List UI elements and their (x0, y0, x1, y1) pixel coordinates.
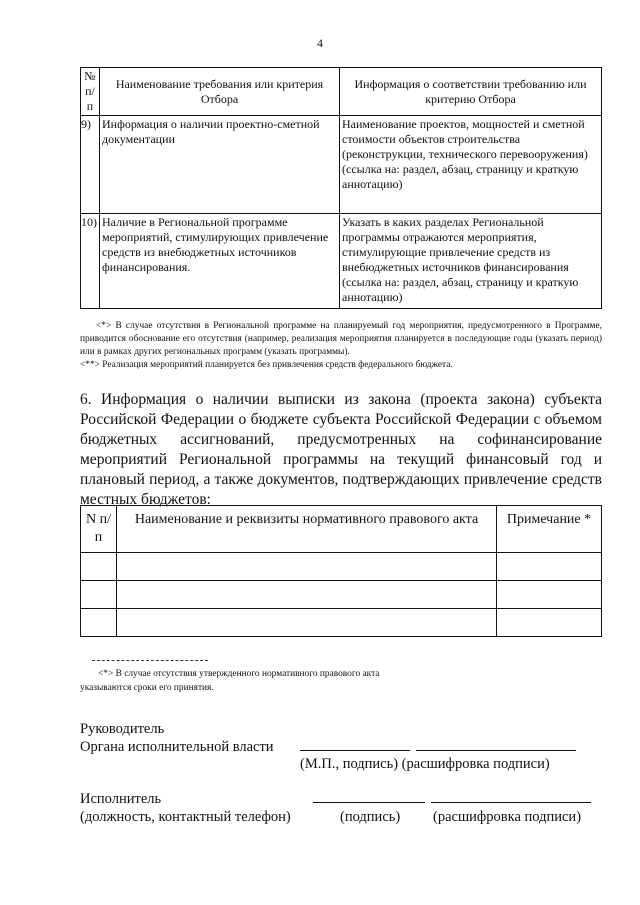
row-num: 10) (81, 214, 100, 309)
empty-cell (117, 609, 497, 637)
executor-signature-line (313, 802, 425, 803)
table-row (81, 553, 602, 581)
header-num: № п/п (81, 68, 100, 116)
criteria-table (80, 67, 602, 309)
table-row (81, 581, 602, 609)
row-information: Указать в каких разделах Региональной программы отражаются мероприятия, стимулирующие привлечение средств из внебюджетных источников финансирования (ссылка на: раздел, абзац, страницу и краткую аннотацию) (340, 214, 602, 309)
section-6-text: 6. Информация о наличии выписки из закона (проекта закона) субъекта Российской Федерации о бюджете субъекта Российской Федерации с объемом бюджетных ассигнований, предусмотренных на софинансирование мероприятий Региональной программы на текущий финансовый год и плановый период, а также документов, подтверждающих привлечение средств местных бюджетов: (80, 391, 602, 508)
table-row (81, 214, 602, 309)
table-row (81, 609, 602, 637)
executor-decode-caption: (расшифровка подписи) (433, 809, 582, 825)
executor-decode-line (431, 802, 591, 803)
table-header-row (81, 68, 602, 116)
header-act: Наименование и реквизиты нормативного правового акта (117, 506, 497, 553)
head-decode-line (416, 750, 576, 751)
head-signature-line (300, 750, 410, 751)
head-signature-caption: (М.П., подпись) (расшифровка подписи) (300, 756, 550, 772)
header-num: N п/п (81, 506, 117, 553)
footnote-line-2: указываются сроки его принятия. (80, 683, 214, 693)
head-title-line2: Органа исполнительной власти (80, 739, 274, 755)
footnote-table2 (80, 667, 480, 695)
empty-cell (497, 553, 602, 581)
row-requirement: Наличие в Региональной программе мероприятий, стимулирующих привлечение средств из внебюджетных источников финансирования. (100, 214, 340, 309)
executor-title: Исполнитель (80, 791, 162, 807)
empty-cell (81, 581, 117, 609)
footnote-divider (92, 660, 208, 661)
empty-cell (81, 609, 117, 637)
row-num: 9) (81, 116, 100, 214)
empty-cell (497, 581, 602, 609)
footnotes-block (80, 320, 602, 372)
executor-position-caption: (должность, контактный телефон) (80, 809, 291, 825)
footnote-line-1: <*> В случае отсутствия утвержденного нормативного правового акта (98, 669, 380, 679)
page-number: 4 (317, 36, 323, 50)
row-requirement: Информация о наличии проектно-сметной документации (100, 116, 340, 214)
executor-signature-caption: (подпись) (340, 809, 401, 825)
header-requirement: Наименование требования или критерия Отбора (100, 68, 340, 116)
empty-cell (117, 581, 497, 609)
footnote-double-star: <**> Реализация мероприятий планируется без привлечения средств федерального бюджета. (80, 360, 453, 370)
empty-cell (117, 553, 497, 581)
head-title-line1: Руководитель (80, 721, 165, 737)
table-header-row (81, 506, 602, 553)
empty-cell (497, 609, 602, 637)
legal-acts-table (80, 505, 602, 637)
table-row (81, 116, 602, 214)
empty-cell (81, 553, 117, 581)
footnote-star: <*> В случае отсутствия в Региональной программе на планируемый год мероприятия, предусмотренного в Программе, приводится обоснование его отсутствия (например, реализация мероприятия планируется в последующие годы (указать период) или в рамках других региональных программ (указать программы). (80, 321, 602, 357)
row-information: Наименование проектов, мощностей и сметной стоимости объектов строительства (реконструкции, технического перевооружения) (ссылка на: раздел, абзац, страницу и краткую аннотацию) (340, 116, 602, 214)
header-note: Примечание * (497, 506, 602, 553)
header-information: Информация о соответствии требованию или критерию Отбора (340, 68, 602, 116)
